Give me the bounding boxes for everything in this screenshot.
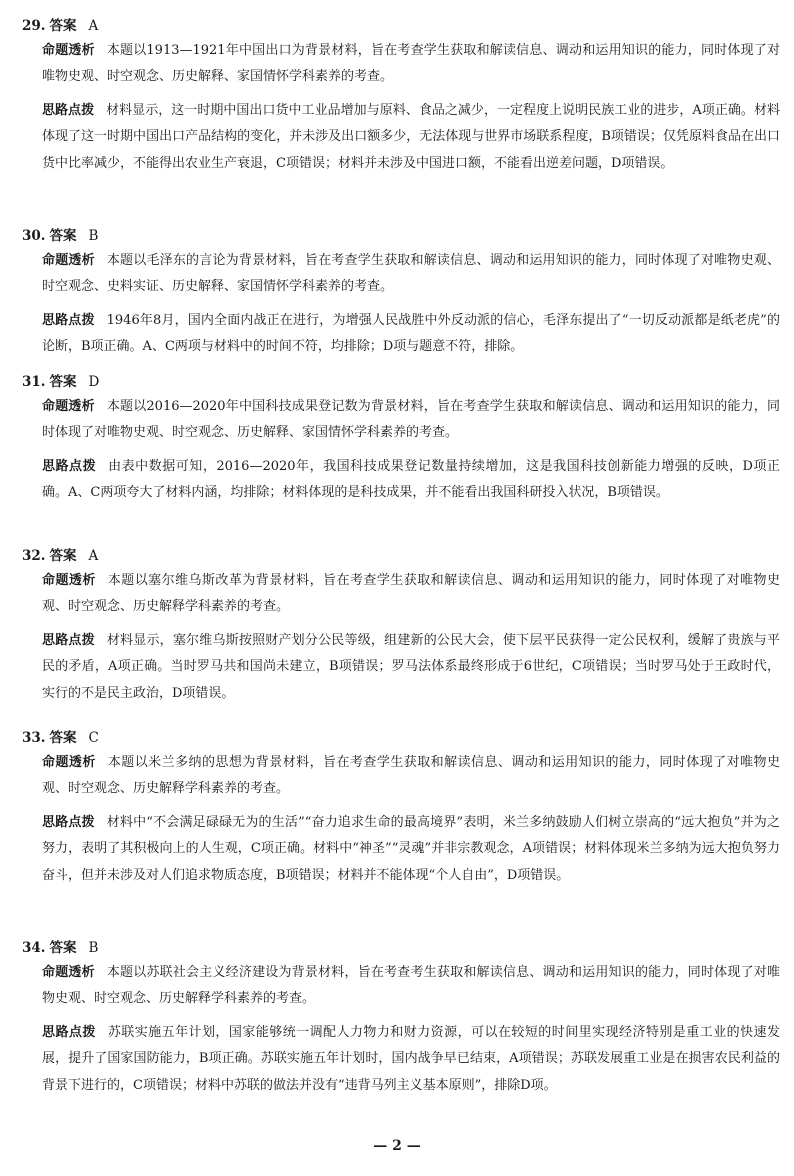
- answer-value: B: [88, 228, 99, 244]
- answer-line: [22, 726, 99, 746]
- analysis-paragraph: [42, 38, 780, 91]
- analysis-text: 本题以毛泽东的言论为背景材料，旨在考查学生获取和解读信息、调动和运用知识的能力，同时体现了对唯物史观、时空观念、史料实证、历史解释、家国情怀学科素养的考查。: [42, 253, 780, 295]
- answer-label: 答案: [49, 374, 77, 390]
- answer-label: 答案: [49, 548, 77, 564]
- answer-line: [22, 544, 98, 564]
- analysis-label: 命题透析: [42, 253, 95, 268]
- analysis-paragraph: [42, 960, 780, 1013]
- analysis-label: 命题透析: [42, 755, 96, 770]
- answer-value: A: [88, 548, 99, 564]
- answer-line: [22, 936, 98, 956]
- analysis-text: 本题以苏联社会主义经济建设为背景材料，旨在考查考生获取和解读信息、调动和运用知识的能力，同时体现了对唯物史观、时空观念、历史解释学科素养的考查。: [42, 965, 780, 1007]
- question-number: 33.: [22, 730, 46, 746]
- answer-label: 答案: [49, 18, 77, 34]
- question-number: 31.: [22, 374, 46, 390]
- hint-paragraph: [42, 98, 780, 177]
- analysis-text: 本题以2016—2020年中国科技成果登记数为背景材料，旨在考查学生获取和解读信息、调动和运用知识的能力，同时体现了对唯物史观、时空观念、历史解释、家国情怀学科素养的考查。: [42, 399, 780, 441]
- answer-value: C: [88, 730, 99, 746]
- analysis-label: 命题透析: [42, 573, 96, 588]
- question-number: 34.: [22, 940, 46, 956]
- analysis-label: 命题透析: [42, 965, 95, 980]
- answer-label: 答案: [49, 730, 77, 746]
- analysis-text: 本题以塞尔维乌斯改革为背景材料，旨在考查学生获取和解读信息、调动和运用知识的能力，同时体现了对唯物史观、时空观念、历史解释学科素养的考查。: [42, 573, 780, 615]
- question-number: 29.: [22, 18, 46, 34]
- hint-paragraph: [42, 1020, 780, 1099]
- hint-label: 思路点拨: [42, 815, 95, 830]
- analysis-label: 命题透析: [42, 399, 95, 414]
- answer-value: D: [88, 374, 100, 390]
- answer-line: [22, 370, 99, 390]
- analysis-paragraph: [42, 750, 780, 803]
- analysis-text: 本题以1913—1921年中国出口为背景材料，旨在考查学生获取和解读信息、调动和运用知识的能力，同时体现了对唯物史观、时空观念、历史解释、家国情怀学科素养的考查。: [42, 43, 780, 85]
- hint-text: 材料显示，这一时期中国出口货中工业品增加与原料、食品之减少，一定程度上说明民族工业的进步，A项正确。材料体现了这一时期中国出口产品结构的变化，并未涉及出口额多少，无法体现与世界市场联系程度，B项错误；仅凭原料食品在出口货中比率减少，不能得出农业生产衰退，C项错误；材料并未涉及中国进口额，不能看出逆差问题，D项错误。: [42, 103, 780, 171]
- hint-text: 由表中数据可知，2016—2020年，我国科技成果登记数量持续增加，这是我国科技创新能力增强的反映，D项正确。A、C两项夸大了材料内涵，均排除；材料体现的是科技成果，并不能看出我国科研投入状况，B项错误。: [42, 459, 780, 501]
- hint-text: 1946年8月，国内全面内战正在进行，为增强人民战胜中外反动派的信心，毛泽东提出了“一切反动派都是纸老虎”的论断，B项正确。A、C两项与材料中的时间不符，均排除；D项与题意不符，排除。: [42, 313, 780, 355]
- answer-line: [22, 224, 98, 244]
- answer-label: 答案: [49, 228, 77, 244]
- hint-paragraph: [42, 308, 780, 361]
- answer-value: A: [88, 18, 99, 34]
- answer-value: B: [88, 940, 99, 956]
- hint-label: 思路点拨: [42, 1025, 96, 1040]
- hint-text: 材料显示，塞尔维乌斯按照财产划分公民等级，组建新的公民大会，使下层平民获得一定公民权利，缓解了贵族与平民的矛盾，A项正确。当时罗马共和国尚未建立，B项错误；罗马法体系最终形成于6世纪，C项错误；当时罗马处于王政时代，实行的不是民主政治，D项错误。: [42, 633, 780, 701]
- hint-paragraph: [42, 628, 780, 707]
- analysis-label: 命题透析: [42, 43, 95, 58]
- answer-line: [22, 14, 98, 34]
- page-number: — 2 —: [373, 1138, 421, 1154]
- hint-label: 思路点拨: [42, 313, 95, 328]
- analysis-paragraph: [42, 394, 780, 447]
- analysis-paragraph: [42, 568, 780, 621]
- answer-label: 答案: [49, 940, 77, 956]
- hint-paragraph: [42, 810, 780, 889]
- hint-paragraph: [42, 454, 780, 507]
- hint-label: 思路点拨: [42, 459, 97, 474]
- analysis-paragraph: [42, 248, 780, 301]
- question-number: 32.: [22, 548, 46, 564]
- question-number: 30.: [22, 228, 46, 244]
- analysis-text: 本题以米兰多纳的思想为背景材料，旨在考查学生获取和解读信息、调动和运用知识的能力，同时体现了对唯物史观、时空观念、历史解释学科素养的考查。: [42, 755, 780, 797]
- hint-label: 思路点拨: [42, 103, 95, 118]
- hint-text: 材料中“不会满足碌碌无为的生活”“奋力追求生命的最高境界”表明，米兰多纳鼓励人们树立崇高的“远大抱负”并为之努力，表明了其积极向上的人生观，C项正确。材料中“神圣”“灵魂”并非宗教观念，A项错误；材料体现米兰多纳为远大抱负努力奋斗，但并未涉及对人们追求物质态度，B项错误；材料并不能体现“个人自由”，D项错误。: [42, 815, 780, 883]
- hint-text: 苏联实施五年计划，国家能够统一调配人力物力和财力资源，可以在较短的时间里实现经济特别是重工业的快速发展，提升了国家国防能力，B项正确。苏联实施五年计划时，国内战争早已结束，A项错误；苏联发展重工业是在损害农民利益的背景下进行的，C项错误；材料中苏联的做法并没有“违背马列主义基本原则”，排除D项。: [42, 1025, 780, 1093]
- hint-label: 思路点拨: [42, 633, 95, 648]
